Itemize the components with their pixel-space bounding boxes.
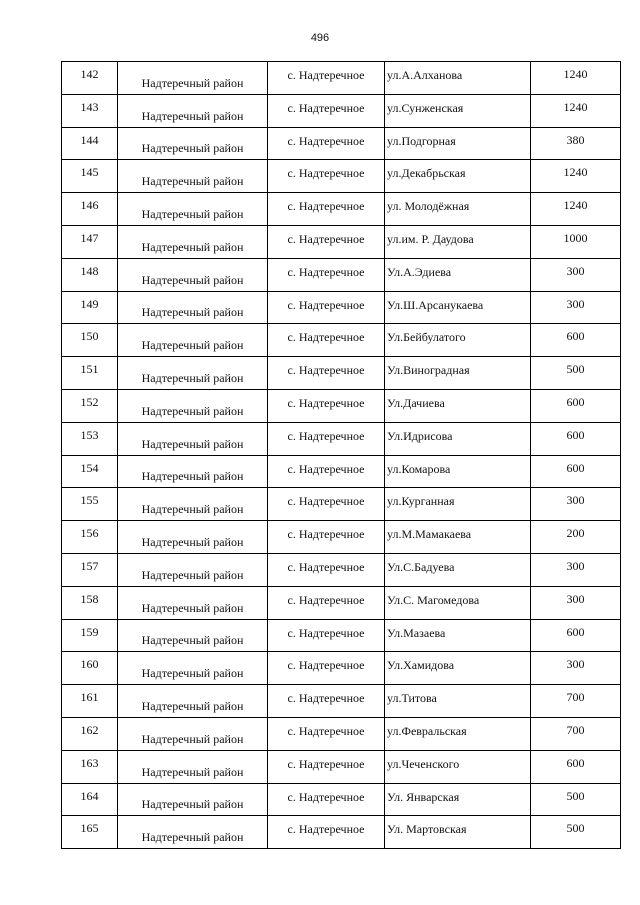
row-number-container [62,783,118,816]
street-cell: ул.Сунженская [387,100,464,115]
length-cell: 300 [566,558,585,573]
village-cell: с. Надтеречное [287,723,365,738]
district-cell-container [118,685,268,718]
row-number: 161 [80,690,99,705]
row-number: 144 [80,132,99,147]
length-cell: 600 [566,755,585,770]
street-cell-container [385,750,531,783]
length-cell-container [531,652,621,685]
district-cell: Надтеречный район [141,370,244,385]
street-cell-container [385,652,531,685]
village-cell-container [268,652,385,685]
street-cell: Ул.С. Магомедова [387,592,480,607]
length-cell-container [531,455,621,488]
table-row [62,357,621,390]
streets-table [61,61,621,849]
table-row [62,521,621,554]
district-cell: Надтеречный район [141,108,244,123]
district-cell-container [118,62,268,95]
row-number-container [62,685,118,718]
village-cell: с. Надтеречное [287,822,365,837]
district-cell: Надтеречный район [141,502,244,517]
street-cell: ул.М.Мамакаева [387,527,472,542]
length-cell: 300 [566,296,585,311]
village-cell-container [268,619,385,652]
table-row [62,685,621,718]
street-cell: ул.Февральская [387,723,467,738]
street-cell: Ул.С.Бадуева [387,559,455,574]
row-number: 152 [80,394,99,409]
village-cell-container [268,586,385,619]
district-cell-container [118,258,268,291]
district-cell: Надтеречный район [141,830,244,845]
length-cell: 1240 [563,198,588,213]
village-cell: с. Надтеречное [287,395,365,410]
district-cell-container [118,127,268,160]
street-cell: ул.Курганная [387,494,455,509]
district-cell-container [118,717,268,750]
length-cell: 1240 [563,165,588,180]
village-cell: с. Надтеречное [287,461,365,476]
length-cell-container [531,193,621,226]
district-cell: Надтеречный район [141,567,244,582]
table-row [62,389,621,422]
village-cell: с. Надтеречное [287,199,365,214]
district-cell-container [118,652,268,685]
street-cell-container [385,685,531,718]
length-cell-container [531,619,621,652]
village-cell: с. Надтеречное [287,297,365,312]
street-cell-container [385,783,531,816]
length-cell: 300 [566,657,585,672]
street-cell-container [385,357,531,390]
district-cell: Надтеречный район [141,436,244,451]
district-cell-container [118,193,268,226]
district-cell-container [118,225,268,258]
street-cell-container [385,389,531,422]
row-number: 155 [80,493,99,508]
village-cell-container [268,258,385,291]
row-number: 145 [80,165,99,180]
village-cell: с. Надтеречное [287,592,365,607]
row-number-container [62,455,118,488]
district-cell: Надтеречный район [141,75,244,90]
table-row [62,619,621,652]
page-number: 496 [310,32,330,44]
district-cell-container [118,422,268,455]
length-cell-container [531,488,621,521]
village-cell-container [268,488,385,521]
length-cell-container [531,94,621,127]
length-cell-container [531,816,621,849]
length-cell-container [531,521,621,554]
row-number: 156 [80,526,99,541]
village-cell-container [268,717,385,750]
row-number-container [62,291,118,324]
row-number: 142 [80,67,99,81]
street-cell: Ул. Мартовская [387,822,467,837]
district-cell: Надтеречный район [141,338,244,353]
street-cell-container [385,193,531,226]
street-cell: ул.Подгорная [387,133,456,148]
street-cell: Ул.Идрисова [387,428,453,443]
district-cell-container [118,553,268,586]
row-number: 164 [80,788,99,803]
village-cell-container [268,783,385,816]
length-cell: 500 [566,788,585,803]
table-row [62,127,621,160]
district-cell: Надтеречный район [141,797,244,812]
district-cell: Надтеречный район [141,731,244,746]
row-number-container [62,750,118,783]
village-cell-container [268,455,385,488]
district-cell: Надтеречный район [141,764,244,779]
village-cell: с. Надтеречное [287,264,365,279]
street-cell: Ул.А.Эдиева [387,264,452,279]
village-cell-container [268,389,385,422]
village-cell-container [268,553,385,586]
district-cell-container [118,291,268,324]
length-cell: 1240 [563,67,588,81]
village-cell-container [268,324,385,357]
length-cell: 500 [566,362,585,377]
row-number: 157 [80,558,99,573]
village-cell-container [268,225,385,258]
length-cell: 1000 [563,230,588,245]
village-cell-container [268,160,385,193]
length-cell-container [531,685,621,718]
table-row [62,652,621,685]
street-cell-container [385,62,531,95]
length-cell-container [531,422,621,455]
village-cell-container [268,94,385,127]
street-cell: Ул.Дачиева [387,395,445,410]
row-number: 162 [80,722,99,737]
village-cell: с. Надтеречное [287,789,365,804]
street-cell-container [385,422,531,455]
length-cell-container [531,291,621,324]
street-cell-container [385,225,531,258]
street-cell-container [385,291,531,324]
length-cell-container [531,553,621,586]
length-cell-container [531,225,621,258]
street-cell-container [385,127,531,160]
street-cell-container [385,324,531,357]
district-cell-container [118,750,268,783]
district-cell-container [118,389,268,422]
district-cell-container [118,521,268,554]
district-cell: Надтеречный район [141,469,244,484]
district-cell: Надтеречный район [141,633,244,648]
district-cell-container [118,324,268,357]
row-number: 154 [80,460,99,475]
length-cell-container [531,127,621,160]
village-cell-container [268,127,385,160]
row-number: 158 [80,591,99,606]
length-cell-container [531,783,621,816]
village-cell: с. Надтеречное [287,658,365,673]
street-cell-container [385,586,531,619]
length-cell: 600 [566,394,585,409]
table-row [62,193,621,226]
table-row [62,488,621,521]
length-cell: 600 [566,460,585,475]
district-cell-container [118,94,268,127]
table-row [62,225,621,258]
row-number: 151 [80,362,99,377]
village-cell: с. Надтеречное [287,527,365,542]
row-number-container [62,324,118,357]
street-cell: ул.Декабрьская [387,166,466,181]
row-number: 143 [80,99,99,114]
district-cell: Надтеречный район [141,141,244,156]
village-cell: с. Надтеречное [287,68,365,82]
street-cell: Ул.Бейбулатого [387,330,466,345]
district-cell: Надтеречный район [141,239,244,254]
row-number: 149 [80,296,99,311]
village-cell-container [268,521,385,554]
row-number-container [62,258,118,291]
length-cell-container [531,258,621,291]
length-cell: 300 [566,591,585,606]
district-cell-container [118,160,268,193]
district-cell: Надтеречный район [141,666,244,681]
street-cell-container [385,521,531,554]
district-cell-container [118,586,268,619]
table-row [62,750,621,783]
village-cell: с. Надтеречное [287,428,365,443]
row-number: 150 [80,329,99,344]
street-cell: ул. Молодёжная [387,199,470,214]
length-cell: 600 [566,427,585,442]
row-number: 160 [80,657,99,672]
district-cell: Надтеречный район [141,174,244,189]
street-cell: ул.Чеченского [387,756,460,771]
length-cell: 600 [566,624,585,639]
village-cell-container [268,422,385,455]
row-number-container [62,521,118,554]
length-cell-container [531,357,621,390]
row-number-container [62,193,118,226]
row-number-container [62,488,118,521]
district-cell: Надтеречный район [141,698,244,713]
street-cell-container [385,94,531,127]
row-number: 159 [80,624,99,639]
district-cell-container [118,816,268,849]
street-cell-container [385,816,531,849]
table-row [62,62,621,95]
village-cell-container [268,685,385,718]
length-cell-container [531,717,621,750]
village-cell: с. Надтеречное [287,166,365,181]
length-cell: 1240 [563,99,588,114]
street-cell: Ул.Мазаева [387,625,446,640]
row-number: 147 [80,230,99,245]
village-cell-container [268,62,385,95]
table-row [62,455,621,488]
table-body [62,62,621,849]
street-cell: Ул. Январская [387,789,460,804]
row-number: 148 [80,263,99,278]
district-cell-container [118,455,268,488]
length-cell: 380 [566,132,585,147]
row-number: 165 [80,821,99,836]
length-cell: 500 [566,821,585,836]
district-cell-container [118,488,268,521]
street-cell: ул.Титова [387,691,437,706]
row-number-container [62,160,118,193]
table-row [62,586,621,619]
length-cell: 700 [566,722,585,737]
street-cell: Ул.Ш.Арсанукаева [387,297,484,312]
row-number-container [62,553,118,586]
length-cell: 200 [566,526,585,541]
village-cell: с. Надтеречное [287,625,365,640]
length-cell-container [531,62,621,95]
table-row [62,94,621,127]
row-number-container [62,619,118,652]
village-cell-container [268,816,385,849]
district-cell: Надтеречный район [141,534,244,549]
street-cell-container [385,488,531,521]
length-cell: 300 [566,493,585,508]
table-row [62,422,621,455]
village-cell-container [268,193,385,226]
district-cell: Надтеречный район [141,305,244,320]
village-cell-container [268,750,385,783]
row-number-container [62,652,118,685]
table-row [62,717,621,750]
village-cell: с. Надтеречное [287,494,365,509]
street-cell: ул.им. Р. Даудова [387,231,474,246]
table-row [62,291,621,324]
length-cell-container [531,389,621,422]
village-cell-container [268,357,385,390]
row-number-container [62,586,118,619]
street-cell: ул.А.Алханова [387,68,463,82]
row-number-container [62,357,118,390]
row-number-container [62,225,118,258]
row-number: 163 [80,755,99,770]
table-row [62,783,621,816]
street-cell-container [385,619,531,652]
length-cell: 700 [566,690,585,705]
street-cell-container [385,258,531,291]
village-cell: с. Надтеречное [287,756,365,771]
district-cell-container [118,357,268,390]
district-cell: Надтеречный район [141,403,244,418]
table-row [62,324,621,357]
district-cell-container [118,783,268,816]
length-cell-container [531,324,621,357]
row-number-container [62,717,118,750]
district-cell: Надтеречный район [141,600,244,615]
length-cell: 600 [566,329,585,344]
length-cell-container [531,160,621,193]
street-cell-container [385,160,531,193]
row-number-container [62,389,118,422]
table-row [62,160,621,193]
village-cell: с. Надтеречное [287,559,365,574]
row-number-container [62,94,118,127]
village-cell: с. Надтеречное [287,330,365,345]
table-row [62,553,621,586]
row-number-container [62,62,118,95]
street-cell-container [385,455,531,488]
village-cell-container [268,291,385,324]
street-cell: Ул.Хамидова [387,658,455,673]
village-cell: с. Надтеречное [287,133,365,148]
row-number: 146 [80,198,99,213]
street-cell-container [385,553,531,586]
table-row [62,816,621,849]
row-number-container [62,816,118,849]
district-cell: Надтеречный район [141,206,244,221]
village-cell: с. Надтеречное [287,691,365,706]
length-cell: 300 [566,263,585,278]
row-number: 153 [80,427,99,442]
table-row [62,258,621,291]
row-number-container [62,422,118,455]
street-cell: ул.Комарова [387,461,451,476]
village-cell: с. Надтеречное [287,231,365,246]
row-number-container [62,127,118,160]
village-cell: с. Надтеречное [287,100,365,115]
street-cell: Ул.Виноградная [387,363,470,378]
village-cell: с. Надтеречное [287,363,365,378]
length-cell-container [531,750,621,783]
district-cell: Надтеречный район [141,272,244,287]
district-cell-container [118,619,268,652]
street-cell-container [385,717,531,750]
length-cell-container [531,586,621,619]
